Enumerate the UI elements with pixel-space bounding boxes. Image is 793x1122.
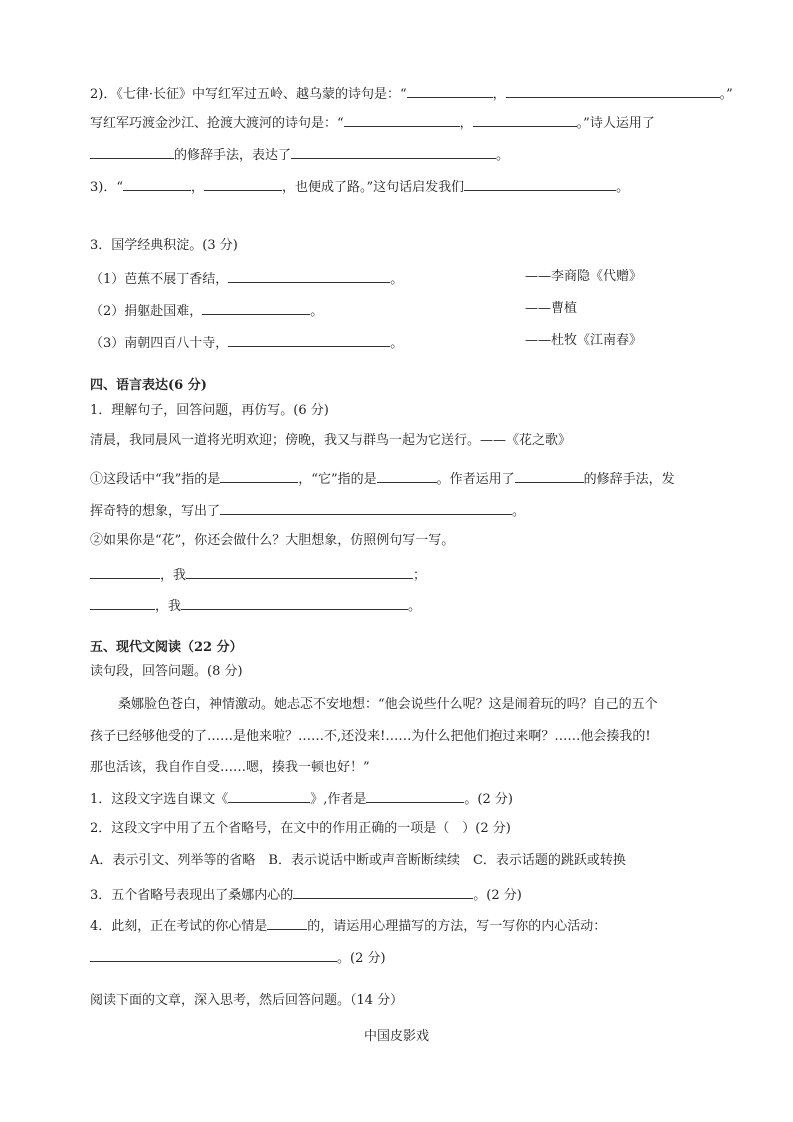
s4-qb-line-2: ，我 。: [90, 595, 421, 616]
s5-q2: 2．这段文字中用了五个省略号，在文中的作用正确的一项是（ ）(2 分): [90, 821, 511, 836]
passage-line: 孩子已经够他受的了……是他来啦？……不,还没来!……为什么把他们抱过来啊？……他会揍我的!: [90, 729, 651, 744]
answer-blank[interactable]: [407, 83, 493, 98]
q3-line: 3)．“ ， ，也便成了路。”这句话启发我们 。: [90, 176, 629, 197]
q2-line-2: 写红军巧渡金沙江、抢渡大渡河的诗句是：“ ， 。”诗人运用了: [90, 112, 655, 133]
guoxue-source-2: ——曹植: [525, 301, 578, 316]
s5-q2-options: A．表示引文、列举等的省略 B．表示说话中断或声音断断续续 C．表示话题的跳跃或转换: [90, 853, 626, 868]
answer-blank[interactable]: [181, 595, 408, 610]
answer-blank[interactable]: [267, 915, 307, 930]
section-4-heading: 四、语言表达(6 分): [90, 378, 207, 393]
answer-blank[interactable]: [506, 83, 720, 98]
answer-blank[interactable]: [464, 176, 616, 191]
guoxue-item-2: （2）捐躯赴国难， 。: [90, 300, 323, 321]
answer-blank[interactable]: [344, 112, 460, 127]
passage-line: 桑娜脸色苍白，神情激动。她忐忑不安地想：“他会说些什么呢？这是闹着玩的吗？自己的五个: [118, 697, 658, 712]
s4-qa: ①这段话中“我”指的是 ，“它”指的是 。作者运用了 的修辞手法，发: [90, 468, 675, 489]
answer-blank[interactable]: [377, 468, 437, 483]
guoxue-source-3: ——杜牧《江南春》: [525, 333, 643, 348]
answer-blank[interactable]: [123, 176, 191, 191]
answer-blank[interactable]: [90, 144, 174, 159]
answer-blank[interactable]: [293, 884, 473, 899]
answer-blank[interactable]: [204, 176, 282, 191]
answer-blank[interactable]: [515, 468, 584, 483]
answer-blank[interactable]: [90, 595, 155, 610]
answer-blank[interactable]: [90, 947, 337, 962]
answer-blank[interactable]: [228, 788, 310, 803]
article-title: 中国皮影戏: [363, 1029, 429, 1044]
s4-q1: 1．理解句子，回答问题，再仿写。(6 分): [90, 403, 329, 418]
guoxue-title: 3．国学经典积淀。(3 分): [90, 238, 238, 253]
guoxue-item-3: （3）南朝四百八十寺， 。: [90, 332, 403, 353]
s5-q4-line-2: 。(2 分): [90, 947, 386, 968]
answer-blank[interactable]: [228, 332, 390, 347]
q2-line-1: 2)．《七律·长征》中写红军过五岭、越乌蒙的诗句是：“ ， 。”: [90, 83, 733, 104]
s4-qb: ②如果你是“花”，你还会做什么？大胆想象，仿照例句写一写。: [90, 533, 455, 548]
answer-blank[interactable]: [228, 268, 390, 283]
passage-line: 那也活该，我自作自受……嗯，揍我一顿也好！”: [90, 760, 370, 775]
s5-q3: 3．五个省略号表现出了桑娜内心的 。(2 分): [90, 884, 522, 905]
s5-q4: 4．此刻，正在考试的你心情是 的，请运用心理描写的方法，写一写你的内心活动：: [90, 915, 606, 936]
answer-blank[interactable]: [90, 564, 160, 579]
answer-blank[interactable]: [473, 112, 577, 127]
guoxue-item-1: （1）芭蕉不展丁香结， 。: [90, 268, 403, 289]
answer-blank[interactable]: [220, 468, 298, 483]
s4-quote: 清晨，我同晨风一道将光明欢迎；傍晚，我又与群鸟一起为它送行。——《花之歌》: [90, 433, 572, 448]
s5-q1: 1．这段文字选自课文《 》,作者是 。(2 分): [90, 788, 513, 809]
reading-instruction: 阅读下面的文章，深入思考，然后回答问题。（14 分）: [90, 993, 404, 1008]
answer-blank[interactable]: [291, 144, 496, 159]
s5-intro: 读句段，回答问题。(8 分): [90, 664, 243, 679]
s4-qb-line-1: ，我 ；: [90, 564, 426, 585]
q2-line-3: 的修辞手法，表达了 。: [90, 144, 509, 165]
answer-blank[interactable]: [202, 300, 310, 315]
answer-blank[interactable]: [366, 788, 464, 803]
s4-qa-2: 挥奇特的想象，写出了 。: [90, 500, 525, 521]
guoxue-source-1: ——李商隐《代赠》: [525, 269, 643, 284]
answer-blank[interactable]: [186, 564, 413, 579]
answer-blank[interactable]: [220, 500, 512, 515]
section-5-heading: 五、现代文阅读（22 分）: [90, 640, 243, 655]
